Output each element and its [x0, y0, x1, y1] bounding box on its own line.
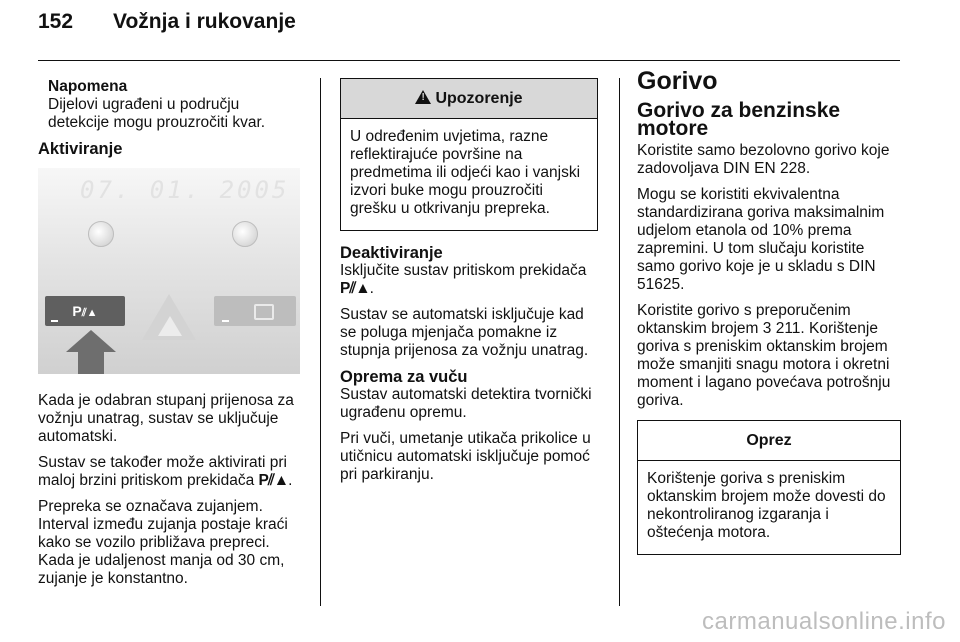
warning-title: Upozorenje — [435, 90, 523, 107]
arrow-up-icon — [66, 330, 116, 352]
chapter-title: Vožnja i rukovanje — [113, 10, 296, 33]
activation-text — [38, 392, 306, 596]
warning-header — [341, 79, 597, 119]
caution-box — [637, 420, 901, 555]
deactivation-heading: Deaktiviranje — [340, 244, 443, 262]
column-divider — [320, 78, 321, 606]
activation-paragraph: Kada je odabran stupanj prijenosa za vožnju unatrag, sustav se uključuje automatski. — [38, 392, 294, 445]
towing-paragraph: Pri vuči, umetanje utikača prikolice u utičnicu automatski isključuje pomoć pri parkiranju. — [340, 430, 591, 483]
hazard-triangle-inner — [158, 316, 182, 336]
header-rule — [38, 60, 900, 61]
clock-display: 07. 01. 2005 — [80, 176, 290, 204]
deactivation-paragraph: Sustav se automatski isključuje kad se poluga mjenjača pomakne iz stupnja prijenosa za vožnju unatrag. — [340, 306, 589, 359]
fuel-paragraph: Koristite samo bezolovno gorivo koje zadovoljava DIN EN 228. — [637, 142, 890, 177]
towing-heading: Oprema za vuču — [340, 368, 468, 386]
caution-title: Oprez — [638, 421, 900, 461]
fuel-subheading: Gorivo za benzinske motore — [637, 99, 841, 140]
page-reference-link[interactable]: 3 211 — [762, 320, 801, 337]
fuel-heading: Gorivo — [637, 67, 718, 95]
deactivation-paragraph: Isključite sustav pritiskom prekidača P⫽▲. — [340, 262, 587, 297]
parking-assist-button: P⫽▲ — [45, 296, 125, 326]
caution-text: Korištenje goriva s preniskim oktanskim brojem može dovesti do nekontroliranog izgaranja i oštećenja motora. — [647, 470, 886, 541]
activation-paragraph: Sustav se također može aktivirati pri maloj brzini pritiskom prekidača P⫽▲. — [38, 454, 293, 489]
warning-box — [340, 78, 598, 231]
right-knob — [232, 221, 258, 247]
arrow-shaft — [78, 352, 104, 374]
towing-paragraph: Sustav automatski detektira tvornički ugrađenu opremu. — [340, 386, 592, 421]
warning-icon — [415, 90, 431, 104]
page-number: 152 — [38, 10, 74, 33]
activation-paragraph: Prepreka se označava zujanjem. Interval između zujanja postaje kraći kako se vozilo približava prepreci. Kada je udaljenost manja od 30 cm, zujanje je konstantno. — [38, 498, 288, 587]
activation-heading-block — [38, 140, 303, 158]
dashboard-photo — [38, 168, 300, 374]
column-divider — [619, 78, 620, 606]
activation-heading: Aktiviranje — [38, 140, 123, 158]
column-3 — [637, 67, 903, 555]
warning-text: U određenim uvjetima, razne reflektirajuće površine na predmetima ili odjeći kao i vanjski izvori buke mogu prouzročiti grešku u otkrivanju prepreka. — [350, 128, 581, 217]
parking-sensor-icon: ⫽▲ — [81, 307, 98, 319]
note-text: Dijelovi ugrađeni u području detekcije mogu prouzročiti kvar. — [48, 96, 266, 131]
note-block — [48, 78, 298, 132]
fuel-paragraph: Koristite gorivo s preporučenim oktanskim brojem 3 211. Korištenje goriva s preniskim oktanskim brojem može smanjiti snagu motora i okretni moment i lagano povećava potrošnju goriva. — [637, 302, 891, 409]
page-header — [38, 10, 296, 34]
parking-sensor-symbol: P⫽▲ — [258, 472, 289, 489]
fuel-paragraph: Mogu se koristiti ekvivalentna standardizirana goriva maksimalnim udjelom etanola od 10% prema zapremini. U tom slučaju koristite samo gorivo koje je u skladu s DIN 51625. — [637, 186, 885, 293]
left-knob — [88, 221, 114, 247]
rear-window-button — [214, 296, 296, 326]
watermark: carmanualsonline.info — [702, 608, 946, 635]
note-title: Napomena — [48, 78, 128, 95]
parking-sensor-symbol: P⫽▲ — [340, 280, 370, 297]
column-2 — [340, 78, 598, 492]
